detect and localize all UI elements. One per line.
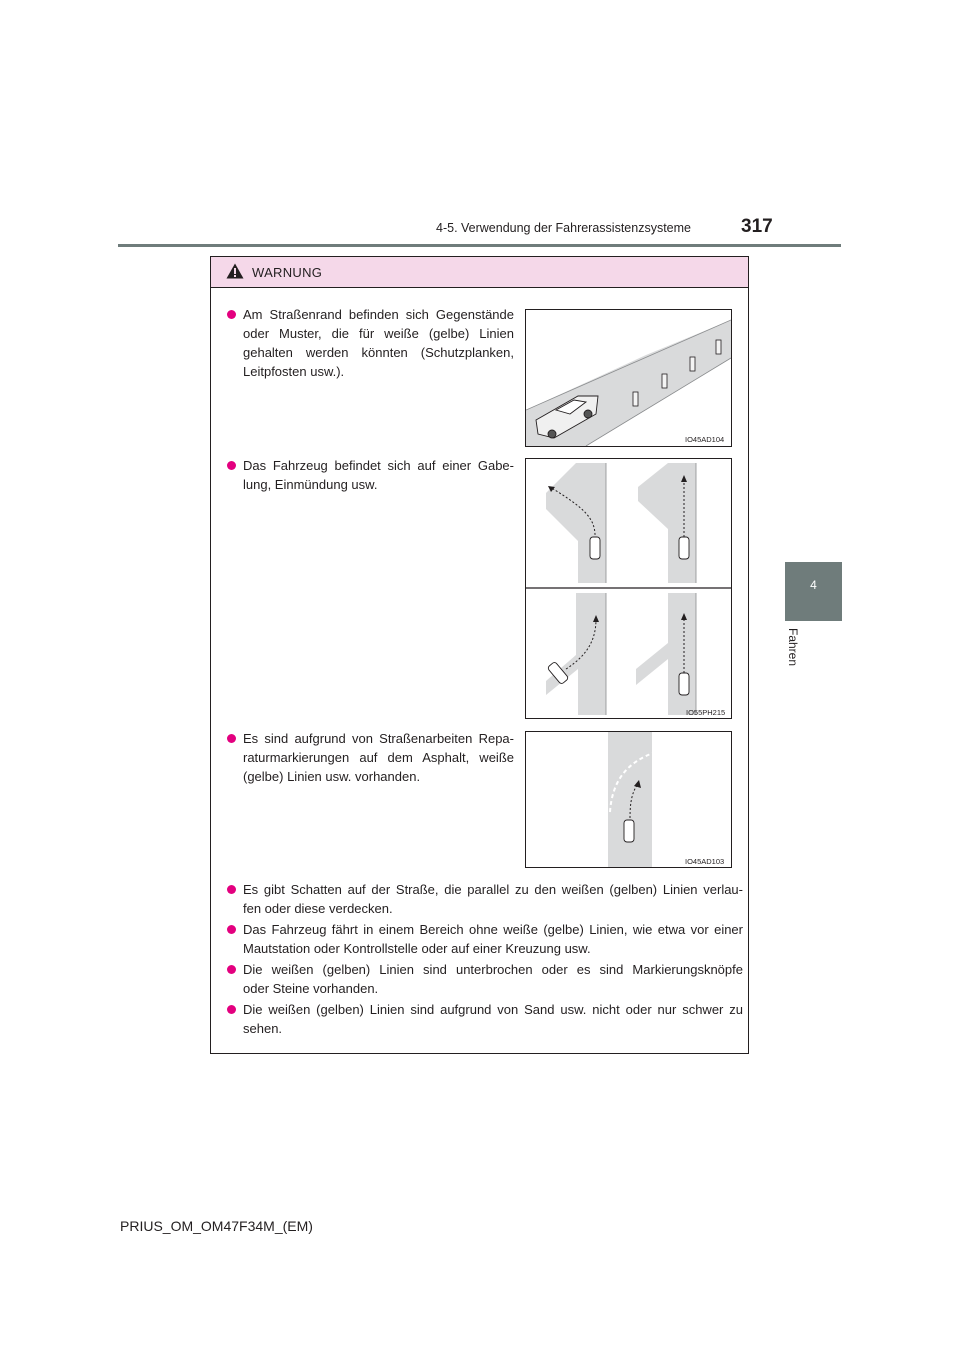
text-line: Das Fahrzeug befindet sich auf einer Gabe-: [243, 458, 514, 473]
chapter-number: 4: [810, 578, 817, 592]
panel-fork-straight: [638, 463, 696, 583]
warning-triangle-icon: [226, 263, 244, 279]
warning-item-5: [243, 920, 743, 958]
figure-repair-markings: [525, 731, 732, 868]
bullet-icon: [227, 925, 236, 934]
text-line: Das Fahrzeug fährt in einem Bereich ohne weiße (gelbe) Linien, wie etwa vor einer: [243, 922, 743, 937]
text-line: fen oder diese verdecken.: [243, 901, 393, 916]
text-line: Die weißen (gelben) Linien sind unterbrochen oder es sind Markierungsknöpfe: [243, 962, 743, 977]
document-id: PRIUS_OM_OM47F34M_(EM): [120, 1218, 313, 1234]
car-icon: [679, 537, 689, 559]
section-title: 4-5. Verwendung der Fahrerassistenzsysteme: [436, 221, 691, 235]
bullet-icon: [227, 1005, 236, 1014]
panel-fork-left-turn: [546, 463, 606, 583]
warning-item-2: [243, 456, 514, 494]
bullet-icon: [227, 734, 236, 743]
text-line: oder Steine vorhanden.: [243, 981, 379, 996]
road-with-posts-illustration: [526, 310, 731, 446]
text-line: Es gibt Schatten auf der Straße, die parallel zu den weißen (gelben) Linien verlau-: [243, 882, 743, 897]
warning-item-3: [243, 729, 514, 786]
page-number: 317: [741, 216, 773, 237]
chapter-label: Fahren: [786, 628, 800, 667]
bullet-icon: [227, 461, 236, 470]
warning-item-1: [243, 305, 514, 381]
figure-code: IO55PH215: [686, 708, 726, 717]
warning-item-4: [243, 880, 743, 918]
header-rule: [118, 244, 841, 247]
text-line: lung, Einmündung usw.: [243, 477, 378, 492]
panel-junction-straight: [636, 593, 696, 715]
figure-fork-junction: [525, 458, 732, 719]
warning-title: WARNUNG: [252, 265, 323, 280]
text-line: sehen.: [243, 1021, 283, 1036]
chapter-label-wrapper: [786, 628, 804, 688]
text-line: (gelbe) Linien usw. vorhanden.: [243, 769, 421, 784]
text-line: Am Straßenrand befinden sich Gegenstände: [243, 307, 514, 322]
text-line: Es sind aufgrund von Straßenarbeiten Repa-: [243, 731, 514, 746]
bullet-icon: [227, 885, 236, 894]
bullet-icon: [227, 310, 236, 319]
panel-junction-merge: [546, 593, 606, 715]
text-line: Leitpfosten usw.).: [243, 364, 345, 379]
figure-guard-posts: [525, 309, 732, 447]
text-line: Mautstation oder Kontrollstelle oder auf einer Kreuzung usw.: [243, 941, 591, 956]
text-line: raturmarkierungen auf dem Asphalt, weiße: [243, 750, 514, 765]
bullet-icon: [227, 965, 236, 974]
car-icon: [624, 820, 634, 842]
repair-marking-illustration: [526, 732, 731, 867]
car-icon: [590, 537, 600, 559]
text-line: Die weißen (gelben) Linien sind aufgrund von Sand usw. nicht oder nur schwer zu: [243, 1002, 743, 1017]
warning-item-7: [243, 1000, 743, 1038]
fork-diagrams: [526, 459, 731, 718]
text-line: gehalten werden könnten (Schutzplanken,: [243, 345, 514, 360]
warning-item-6: [243, 960, 743, 998]
figure-code: IO45AD103: [685, 857, 725, 866]
car-icon: [679, 673, 689, 695]
figure-code: IO45AD104: [685, 435, 725, 444]
text-line: oder Muster, die für weiße (gelbe) Linien: [243, 326, 514, 341]
